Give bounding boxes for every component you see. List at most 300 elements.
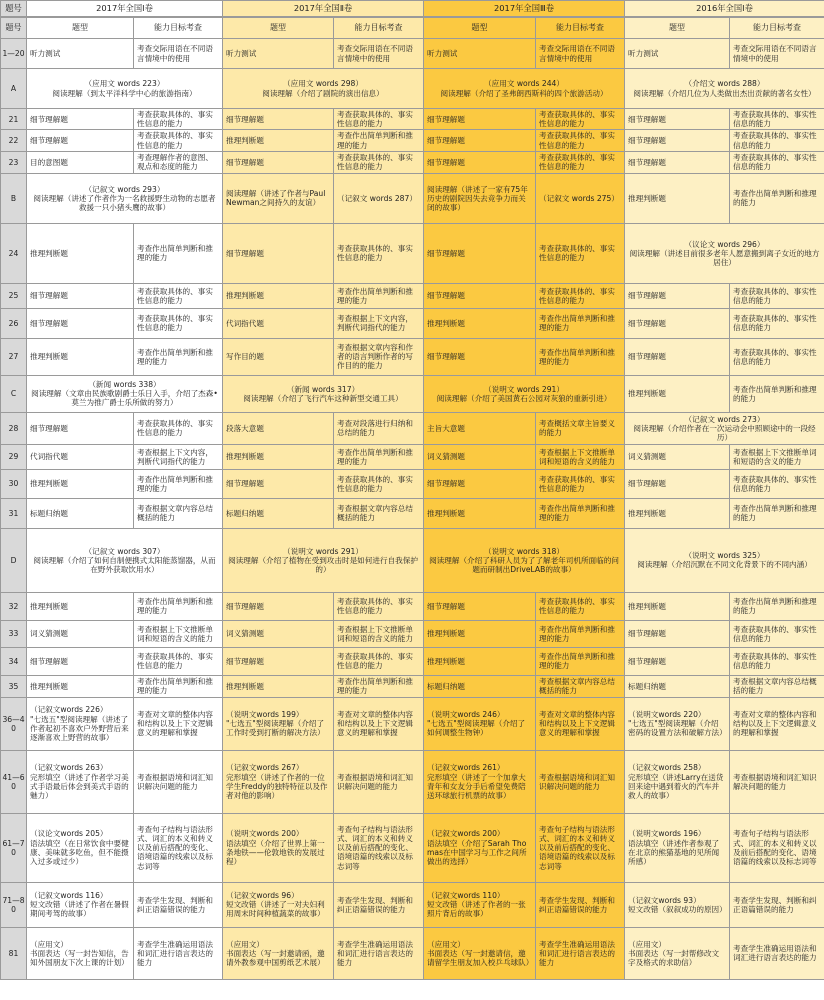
- cell-line: 考查作出简单判断和推理的能力: [137, 244, 213, 263]
- cell-line: 考查句子结构与语法形式、词汇的本义和转义以及前后搭配的变化、语境语篇的线索以及标志词等: [733, 829, 817, 867]
- cell-line: 目的意图题: [30, 157, 68, 167]
- cell-line: 推理判断题: [226, 136, 264, 145]
- table-row: [1, 173, 824, 223]
- cell-line: （记叙文words 200）: [427, 829, 505, 839]
- cell-line: 写作目的题: [226, 352, 264, 362]
- cell-line: 阅读理解（到太平洋科学中心的旅游指南）: [52, 88, 197, 98]
- question-number: 61—70: [1, 813, 27, 882]
- cell-line: （说明文words 246）: [427, 710, 505, 719]
- cell-line: 语法填空（介绍了Sarah Thomas在中国学习与工作之间所做出的选择）: [427, 838, 527, 867]
- ability-goal: [334, 498, 424, 528]
- cell-line: 词义猜测题: [427, 452, 465, 462]
- cell-line: （记叙文words 267）: [226, 763, 304, 773]
- cell-line: 考查获取具体的、事实性信息的能力: [733, 153, 817, 172]
- row-label-subheader: 题号: [1, 17, 27, 39]
- question-type: [424, 750, 536, 813]
- table-row: [1, 675, 824, 697]
- question-type: [625, 675, 730, 697]
- cell-line: 细节理解题: [30, 291, 68, 301]
- cell-line: 推理判断题: [30, 352, 68, 362]
- cell-line: （议论文 words 296）: [684, 239, 765, 249]
- ability-goal: [536, 109, 625, 130]
- question-number: 23: [1, 151, 27, 173]
- cell-line: 考查交际用语在不同语言情境中的使用: [337, 44, 413, 63]
- cell-line: 考查作出简单判断和推理的能力: [539, 652, 615, 671]
- question-type: [625, 750, 730, 813]
- ability-goal: [334, 338, 424, 375]
- ability-goal: [334, 882, 424, 927]
- question-type: [625, 109, 730, 130]
- cell-line: 细节理解题: [628, 479, 666, 489]
- table-row: [1, 620, 824, 647]
- question-type: [27, 882, 134, 927]
- cell-line: 考查获取具体的、事实性信息的能力: [337, 597, 413, 616]
- cell-line: 书面表达（写一封帮修改文字及格式的求助信）: [628, 948, 720, 967]
- cell-line: 细节理解题: [226, 248, 264, 258]
- cell-line: 阅读理解（介绍几位为人类做出杰出贡献的著名女性）: [633, 88, 816, 98]
- cell-line: （应用文 words 223）: [84, 79, 165, 89]
- cell-line: （说明文 words 291）: [484, 384, 564, 394]
- cell-line: （记叙文 words 293）: [84, 184, 165, 194]
- cell-line: 考查作出简单判断和推理的能力: [137, 347, 213, 366]
- cell-line: 推理判断题: [628, 389, 666, 399]
- cell-line: 标题归纳题: [628, 681, 666, 691]
- cell-line: 考查获取具体的、事实性信息的能力: [539, 474, 615, 493]
- ability-goal: [536, 308, 625, 338]
- question-type: [223, 151, 334, 173]
- cell-line: 考查根据上下文推断单词和短语的含义的能力: [733, 447, 817, 466]
- ability-goal: [134, 592, 223, 620]
- header-row-columns: [1, 17, 824, 39]
- ability-goal: [334, 109, 424, 130]
- cell-line: 完形填空（讲述了作者学习美式手语最后体会到美式手语的魅力）: [30, 772, 129, 801]
- question-type: [424, 675, 536, 697]
- question-type: [223, 882, 334, 927]
- ability-goal: [730, 375, 824, 412]
- question-number: C: [1, 375, 27, 412]
- cell-line: 考查获取具体的、事实性信息的能力: [733, 286, 817, 305]
- cell-line: 推理判断题: [30, 681, 68, 691]
- ability-goal: [536, 223, 625, 283]
- question-type: [27, 750, 134, 813]
- ability-goal: [536, 592, 625, 620]
- cell-line: 考查作出简单判断和推理的能力: [137, 677, 213, 696]
- cell-line: 阅读理解（文章由民族歌剧爵士乐日入手，介绍了杰森•莫兰为推广爵士乐所做的努力）: [31, 389, 218, 408]
- cell-line: 考查获取具体的、事实性信息的能力: [539, 153, 615, 172]
- cell-line: 听力测试: [30, 48, 61, 58]
- cell-line: 考查根据上下文内容，判断代词指代的能力: [137, 447, 213, 466]
- question-type: [27, 498, 134, 528]
- cell-line: 细节理解题: [427, 479, 465, 489]
- row-label-header: 题号: [1, 1, 27, 17]
- cell-line: 主旨大意题: [427, 423, 465, 433]
- cell-line: 考查作出简单判断和推理的能力: [733, 504, 817, 523]
- ability-goal: [334, 927, 424, 979]
- cell-line: 推理判断题: [30, 601, 68, 611]
- cell-line: 考查根据语境和词汇知识解决问题的能力: [539, 772, 615, 791]
- question-type: [424, 283, 536, 308]
- cell-line: 考查学生发现、判断和纠正语篇错误的能力: [733, 895, 817, 914]
- cell-line: 阅读理解（介绍了如何自制便携式太阳能蒸馏器，从而在野外获取饮用水）: [33, 555, 216, 574]
- ability-goal: [134, 412, 223, 444]
- ability-goal: [536, 647, 625, 675]
- question-type: [625, 697, 730, 750]
- table-row: [1, 308, 824, 338]
- ability-goal: [536, 444, 625, 469]
- ability-goal: [334, 173, 424, 223]
- cell-line: 细节理解题: [226, 157, 264, 167]
- ability-goal: [334, 444, 424, 469]
- question-type: [625, 444, 730, 469]
- cell-line: 考查获取具体的、事实性信息的能力: [733, 314, 817, 333]
- question-number: 33: [1, 620, 27, 647]
- passage-description: [27, 173, 223, 223]
- question-number: 25: [1, 283, 27, 308]
- cell-line: 阅读理解（介绍了飞行汽车这种新型交通工具）: [243, 393, 403, 403]
- cell-line: 考查句子结构与语法形式、词汇的本义和转义以及前后搭配的变化、语境语篇的线索以及标志词等: [539, 824, 615, 871]
- table-row: [1, 69, 824, 109]
- cell-line: 细节理解题: [30, 656, 68, 666]
- paper-header-2: 2017年全国Ⅱ卷: [223, 1, 424, 17]
- cell-line: 细节理解题: [30, 114, 68, 124]
- cell-line: 完形填空（讲述了作者的一位学生Freddy的独特特征以及作者对他的影响）: [226, 772, 328, 801]
- cell-line: （记叙文words 116）: [30, 891, 108, 900]
- question-type: [625, 927, 730, 979]
- paper-header-3: 2017年全国Ⅲ卷: [424, 1, 625, 17]
- ability-goal: [334, 130, 424, 151]
- cell-line: （议论文words 205）: [30, 829, 108, 839]
- cell-line: 考查句子结构与语法形式、词汇的本义和转义以及前后搭配的变化、语境语篇的线索以及标志词等: [137, 824, 213, 871]
- cell-line: 细节理解题: [226, 114, 264, 124]
- ability-goal: [536, 130, 625, 151]
- cell-line: 考查根据语境和词汇知识解决问题的能力: [337, 772, 413, 791]
- cell-line: 考查根据文章内容总结概括的能力: [733, 677, 817, 696]
- cell-line: 考查根据文章内容总结概括的能力: [337, 504, 413, 523]
- question-type: [27, 592, 134, 620]
- cell-line: 细节理解题: [427, 114, 465, 124]
- cell-line: （记叙文 words 275）: [539, 193, 619, 203]
- cell-line: 考查获取具体的、事实性信息的能力: [337, 652, 413, 671]
- question-type: [424, 592, 536, 620]
- table-row: [1, 283, 824, 308]
- cell-line: 考查作出简单判断和推理的能力: [539, 314, 615, 333]
- cell-line: （记叙文words 93）: [628, 895, 701, 905]
- question-type: [625, 130, 730, 151]
- question-type: [27, 620, 134, 647]
- ability-goal: [134, 223, 223, 283]
- cell-line: 考查根据语境和词汇知识解决问题的能力: [137, 772, 213, 791]
- passage-description: [223, 69, 424, 109]
- question-type: [27, 130, 134, 151]
- question-type: [424, 697, 536, 750]
- ability-goal: [730, 283, 824, 308]
- question-type: [625, 592, 730, 620]
- cell-line: 考查获取具体的、事实性信息的能力: [337, 244, 413, 263]
- cell-line: 细节理解题: [628, 136, 666, 145]
- cell-line: 完形填空（讲述Larry在送货回来途中遇到着火的汽车并救人的故事）: [628, 772, 724, 801]
- cell-line: 考查作出简单判断和推理的能力: [733, 384, 817, 403]
- cell-line: （记叙文words 261）: [427, 763, 505, 773]
- cell-line: （说明文words 196）: [628, 829, 706, 839]
- cell-line: 推理判断题: [30, 479, 68, 489]
- cell-line: 考查获取具体的、事实性信息的能力: [137, 419, 213, 438]
- question-number: B: [1, 173, 27, 223]
- question-type: [27, 283, 134, 308]
- table-row: [1, 444, 824, 469]
- cell-line: 阅读理解（介绍了圣弗朗西斯科的四个旅游活动）: [440, 88, 608, 98]
- cell-line: 书面表达（写一封邀请函，邀请外教参观中国剪纸艺术展）: [226, 948, 325, 967]
- cell-line: 阅读理解（讲述目前很多老年人愿意搬到离子女近的地方居住）: [629, 248, 820, 267]
- table-row: [1, 697, 824, 750]
- cell-line: 推理判断题: [628, 508, 666, 518]
- passage-description: [625, 528, 824, 592]
- ability-goal: [536, 813, 625, 882]
- question-number: 24: [1, 223, 27, 283]
- question-type: [27, 39, 134, 69]
- question-type: [223, 39, 334, 69]
- passage-description: [424, 528, 625, 592]
- ability-goal: [536, 620, 625, 647]
- cell-line: 考查学生准确运用语法和词汇进行语言表达的能力: [137, 939, 213, 967]
- ability-goal: [134, 675, 223, 697]
- question-type: [424, 469, 536, 498]
- cell-line: 阅读理解（讲述了一家有75年历史的剧院因失去竞争力而关闭的故事）: [427, 184, 528, 212]
- question-type: [223, 697, 334, 750]
- cell-line: （新闻 words 338）: [88, 380, 161, 389]
- cell-line: 标题归纳题: [30, 508, 68, 518]
- cell-line: 推理判断题: [427, 508, 465, 518]
- passage-description: [27, 528, 223, 592]
- cell-line: 考查交际用语在不同语言情境中的使用: [137, 44, 213, 63]
- column-header-type: 题型: [223, 17, 334, 39]
- passage-description: [27, 69, 223, 109]
- ability-goal: [334, 813, 424, 882]
- cell-line: "七选五"型阅读理解（介绍密码的设置方法和破解方法）: [628, 719, 727, 738]
- cell-line: 代词指代题: [30, 452, 68, 462]
- question-number: 71—80: [1, 882, 27, 927]
- question-type: [27, 697, 134, 750]
- question-type: [424, 647, 536, 675]
- ability-goal: [334, 697, 424, 750]
- question-type: [424, 444, 536, 469]
- cell-line: 段落大意题: [226, 423, 264, 433]
- question-type: [223, 109, 334, 130]
- cell-line: （应用文）: [628, 939, 666, 949]
- table-row: [1, 412, 824, 444]
- cell-line: 考查获取具体的、事实性信息的能力: [733, 474, 817, 493]
- ability-goal: [730, 750, 824, 813]
- ability-goal: [536, 412, 625, 444]
- question-type: [424, 338, 536, 375]
- cell-line: 书面表达（写一封告知信，告知外国朋友下次上课的计划）: [30, 948, 129, 967]
- ability-goal: [134, 647, 223, 675]
- ability-goal: [730, 620, 824, 647]
- cell-line: 短文改错（讲述了一对夫妇利用周末时间种植蔬菜的故事）: [226, 900, 325, 919]
- question-type: [27, 223, 134, 283]
- header-row-papers: [1, 1, 824, 17]
- ability-goal: [730, 469, 824, 498]
- cell-line: 词义猜测题: [226, 629, 264, 639]
- cell-line: 推理判断题: [226, 681, 264, 691]
- table-row: [1, 750, 824, 813]
- cell-line: （记叙文words 110）: [427, 891, 505, 900]
- cell-line: 考查获取具体的、事实性信息的能力: [137, 110, 213, 129]
- question-type: [223, 338, 334, 375]
- cell-line: 考查获取具体的、事实性信息的能力: [539, 244, 615, 263]
- cell-line: 考查获取具体的、事实性信息的能力: [733, 624, 817, 643]
- cell-line: 考查作出简单判断和推理的能力: [733, 189, 817, 208]
- cell-line: 考查根据上下文推断单词和短语的含义的能力: [539, 447, 615, 466]
- ability-goal: [730, 647, 824, 675]
- cell-line: 短文改错（讲述了作者在暑假期间考驾的故事）: [30, 900, 129, 919]
- question-type: [27, 675, 134, 697]
- question-type: [223, 469, 334, 498]
- cell-line: 考查获取具体的、事实性信息的能力: [337, 153, 413, 172]
- column-header-goal: 能力目标考查: [334, 17, 424, 39]
- cell-line: 语法填空（介绍了世界上第一条地铁——伦敦地铁的发展过程）: [226, 838, 325, 867]
- question-type: [625, 375, 730, 412]
- cell-line: 考查作出简单判断和推理的能力: [337, 131, 413, 150]
- cell-line: 考查作出简单判断和推理的能力: [137, 474, 213, 493]
- cell-line: 考查作出简单判断和推理的能力: [337, 447, 413, 466]
- question-type: [223, 620, 334, 647]
- cell-line: （应用文）: [427, 939, 465, 949]
- cell-line: 考查作出简单判断和推理的能力: [539, 624, 615, 643]
- cell-line: （应用文）: [226, 939, 264, 949]
- question-type: [223, 173, 334, 223]
- cell-line: 考查获取具体的、事实性信息的能力: [337, 474, 413, 493]
- table-row: [1, 39, 824, 69]
- cell-line: 推理判断题: [226, 291, 264, 301]
- cell-line: 考查获取具体的、事实性信息的能力: [733, 347, 817, 366]
- cell-line: 标题归纳题: [226, 508, 264, 518]
- question-type: [27, 927, 134, 979]
- passage-description: [27, 375, 223, 412]
- question-type: [424, 927, 536, 979]
- cell-line: 考查交际用语在不同语言情境中的使用: [733, 44, 817, 63]
- question-type: [424, 308, 536, 338]
- cell-line: 考查获取具体的、事实性信息的能力: [539, 597, 615, 616]
- ability-goal: [730, 813, 824, 882]
- table-row: [1, 109, 824, 130]
- table-row: [1, 375, 824, 412]
- cell-line: 阅读理解（介绍了科研人员为了了解老年司机所面临的问题而研制出DriveLAB的故事）: [429, 555, 619, 574]
- cell-line: 推理判断题: [628, 193, 666, 203]
- cell-line: 考查对文章的整体内容和结构以及上下文逻辑意义的理解和掌握: [137, 710, 213, 738]
- question-number: 35: [1, 675, 27, 697]
- ability-goal: [334, 469, 424, 498]
- cell-line: 考查获取具体的、事实性信息的能力: [733, 652, 817, 671]
- cell-line: （说明文words 199）: [226, 710, 304, 719]
- ability-goal: [134, 750, 223, 813]
- question-type: [625, 338, 730, 375]
- cell-line: 推理判断题: [628, 601, 666, 611]
- question-type: [27, 308, 134, 338]
- cell-line: 细节理解题: [628, 157, 666, 167]
- ability-goal: [536, 927, 625, 979]
- cell-line: 细节理解题: [427, 157, 465, 167]
- cell-line: 考查学生准确运用语法和词汇进行语言表达的能力: [337, 939, 413, 967]
- cell-line: （记叙文words 226）: [30, 705, 108, 715]
- ability-goal: [730, 39, 824, 69]
- question-type: [424, 151, 536, 173]
- cell-line: 考查根据上下文内容，判断代词指代的能力: [337, 314, 413, 333]
- question-number: 31: [1, 498, 27, 528]
- ability-goal: [134, 109, 223, 130]
- table-row: [1, 338, 824, 375]
- ability-goal: [536, 151, 625, 173]
- cell-line: 考查学生准确运用语法和词汇进行语言表达的能力: [539, 939, 615, 967]
- question-number: 30: [1, 469, 27, 498]
- question-type: [625, 173, 730, 223]
- cell-line: （应用文 words 244）: [484, 79, 564, 89]
- question-type: [625, 469, 730, 498]
- cell-line: （记叙文 words 307）: [84, 546, 165, 556]
- question-number: A: [1, 69, 27, 109]
- question-type: [27, 151, 134, 173]
- question-type: [27, 109, 134, 130]
- cell-line: 细节理解题: [628, 318, 666, 328]
- question-number: 32: [1, 592, 27, 620]
- cell-line: 细节理解题: [30, 318, 68, 328]
- cell-line: "七选五"型阅读理解（介绍了如何调整生物钟）: [427, 719, 526, 738]
- question-type: [625, 498, 730, 528]
- cell-line: （记叙文words 258）: [628, 763, 706, 773]
- cell-line: 细节理解题: [628, 656, 666, 666]
- question-type: [223, 130, 334, 151]
- question-type: [424, 109, 536, 130]
- question-type: [223, 813, 334, 882]
- cell-line: 考查根据上下文推断单词和短语的含义的能力: [137, 624, 213, 643]
- cell-line: 考查交际用语在不同语言情境中的使用: [539, 44, 615, 63]
- ability-goal: [536, 39, 625, 69]
- cell-line: 细节理解题: [226, 601, 264, 611]
- question-number: 22: [1, 130, 27, 151]
- passage-description: [625, 412, 824, 444]
- cell-line: 细节理解题: [628, 114, 666, 124]
- cell-line: 考查获取具体的、事实性信息的能力: [539, 286, 615, 305]
- cell-line: 细节理解题: [427, 248, 465, 258]
- ability-goal: [134, 469, 223, 498]
- cell-line: 考查获取具体的、事实性信息的能力: [337, 110, 413, 129]
- ability-goal: [536, 675, 625, 697]
- cell-line: 语法填空（讲述作者参观了在北京的熊猫基地的见所闻所感）: [628, 838, 720, 867]
- question-type: [223, 750, 334, 813]
- question-type: [424, 498, 536, 528]
- cell-line: 细节理解题: [628, 352, 666, 362]
- cell-line: 细节理解题: [226, 656, 264, 666]
- ability-goal: [536, 498, 625, 528]
- cell-line: 考查学生准确运用语法和词汇进行语言表达的能力: [733, 944, 817, 963]
- cell-line: （说明文 words 318）: [484, 546, 564, 556]
- cell-line: 推理判断题: [427, 656, 465, 666]
- passage-description: [625, 69, 824, 109]
- ability-goal: [334, 151, 424, 173]
- question-type: [223, 308, 334, 338]
- column-header-type: 题型: [625, 17, 730, 39]
- question-number: 81: [1, 927, 27, 979]
- ability-goal: [536, 338, 625, 375]
- cell-line: 细节理解题: [427, 352, 465, 362]
- question-type: [424, 130, 536, 151]
- cell-line: （记叙文 words 287）: [337, 193, 417, 203]
- ability-goal: [730, 927, 824, 979]
- table-row: [1, 498, 824, 528]
- ability-goal: [730, 173, 824, 223]
- question-type: [27, 813, 134, 882]
- cell-line: 考查概括文章主旨要义的能力: [539, 419, 615, 438]
- ability-goal: [134, 927, 223, 979]
